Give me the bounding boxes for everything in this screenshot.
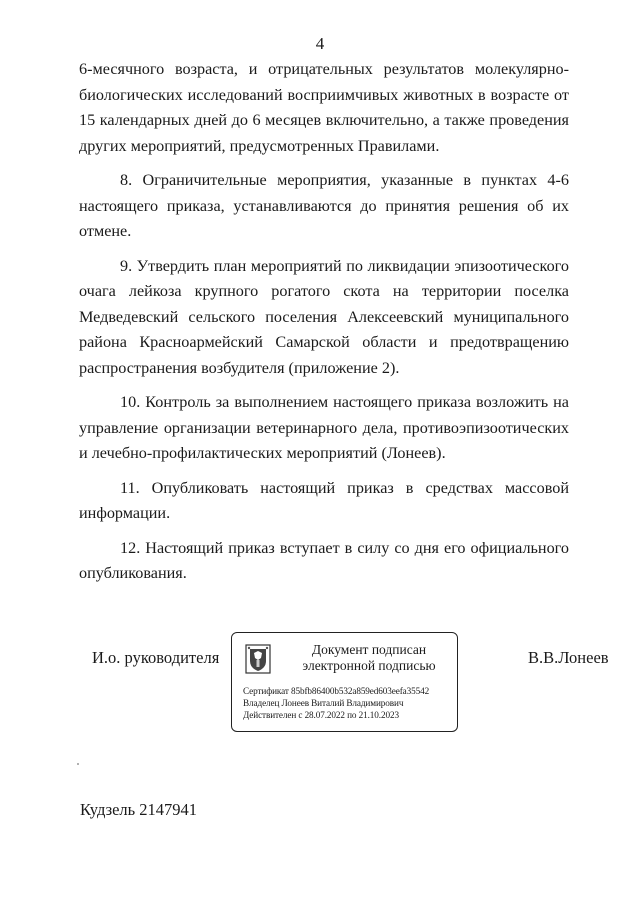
paragraph-item-11: 11. Опубликовать настоящий приказ в средствах массовой информации. bbox=[79, 478, 569, 522]
scan-speck bbox=[77, 763, 79, 765]
page-number: 4 bbox=[315, 34, 325, 53]
coat-of-arms-icon bbox=[245, 644, 271, 674]
signatory-name: В.В.Лонеев bbox=[528, 648, 609, 667]
document-body bbox=[79, 57, 569, 596]
stamp-owner: Владелец Лонеев Виталий Владимирович bbox=[243, 698, 404, 708]
stamp-title-line2: электронной подписью bbox=[302, 658, 436, 673]
electronic-signature-stamp bbox=[231, 632, 458, 732]
stamp-certificate: Сертификат 85bfb86400b532a859ed603eefa35542 bbox=[243, 686, 430, 696]
paragraph-continuation: 6-месячного возраста, и отрицательных результатов молекулярно-биологических исследований восприимчивых животных в возрасте от 15 календарных дней до 6 месяцев включительно, а также проведения других мероприятий, предусмотренных Правилами. bbox=[79, 60, 569, 155]
stamp-validity: Действителен с 28.07.2022 по 21.10.2023 bbox=[243, 710, 399, 720]
footer-executor-code: Кудзель 2147941 bbox=[80, 800, 198, 819]
stamp-title-line1: Документ подписан bbox=[311, 642, 427, 657]
paragraph-item-8: 8. Ограничительные мероприятия, указанные в пунктах 4-6 настоящего приказа, устанавливаются до принятия решения об их отмене. bbox=[79, 171, 569, 240]
paragraph-item-10: 10. Контроль за выполнением настоящего приказа возложить на управление организации ветеринарного дела, противоэпизоотических и лечебно-профилактических мероприятий (Лонеев). bbox=[79, 393, 569, 462]
stamp-title bbox=[284, 642, 454, 674]
stamp-details bbox=[243, 685, 429, 721]
signatory-position: И.о. руководителя bbox=[92, 648, 220, 667]
paragraph-item-12: 12. Настоящий приказ вступает в силу со дня его официального опубликования. bbox=[79, 538, 569, 582]
paragraph-item-9: 9. Утвердить план мероприятий по ликвидации эпизоотического очага лейкоза крупного рогатого скота на территории поселка Медведевский сельского поселения Алексеевский муниципального района Красноармейский Самарской области и предотвращению распространения возбудителя (приложение 2). bbox=[79, 256, 569, 377]
